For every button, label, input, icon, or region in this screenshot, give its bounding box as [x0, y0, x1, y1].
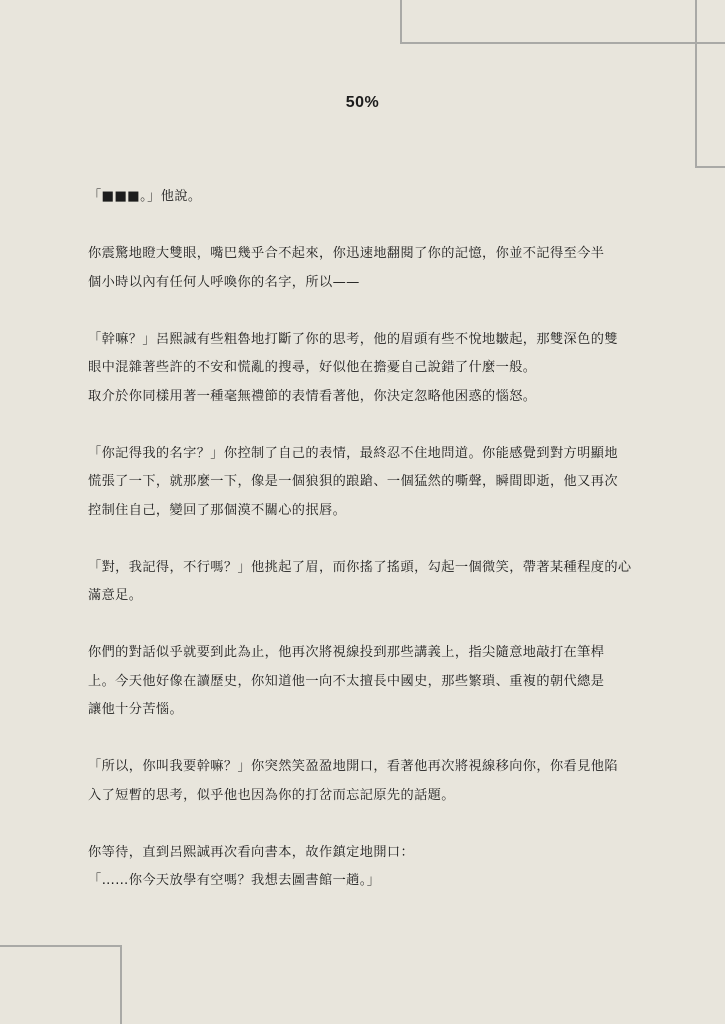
text-line: 「■■■。」他說。 [88, 189, 202, 204]
text-line: 取介於你同樣用著一種毫無禮節的表情看著他，你決定忽略他困惑的惱怒。 [88, 388, 537, 404]
text-line: 滿意足。 [88, 588, 143, 603]
paragraph [88, 240, 636, 297]
frame-line-top-horizontal [400, 42, 725, 44]
paragraph [88, 326, 636, 412]
paragraph [88, 554, 636, 611]
frame-line-right-horizontal [695, 166, 725, 168]
text-line: 「……你今天放學有空嗎？我想去圖書館一趟。」 [88, 873, 381, 888]
text-line: 控制住自己，變回了那個漠不關心的抿唇。 [88, 502, 347, 518]
paragraph [88, 753, 636, 810]
frame-line-bottom-horizontal [0, 945, 122, 947]
text-line: 你等待，直到呂熙誠再次看向書本，故作鎮定地開口： [88, 844, 415, 860]
text-line: 慌張了一下，就那麼一下，像是一個狼狽的踉蹌、一個猛然的嘶聲，瞬間即逝，他又再次 [88, 474, 618, 489]
story-text [88, 183, 636, 896]
frame-line-top-vertical [400, 0, 402, 44]
paragraph [88, 183, 636, 212]
page-title: 50% [345, 94, 380, 111]
text-line: 「所以，你叫我要幹嘛？」你突然笑盈盈地開口，看著他再次將視線移向你，你看見他陷 [88, 759, 618, 774]
paragraph [88, 440, 636, 526]
text-line: 上。今天他好像在讀歷史，你知道他一向不太擅長中國史，那些繁瑣、重複的朝代總是 [88, 673, 605, 689]
frame-line-right-vertical [695, 0, 697, 168]
paragraph [88, 639, 636, 725]
text-line: 你們的對話似乎就要到此為止，他再次將視線投到那些講義上，指尖隨意地敲打在筆桿 [88, 645, 605, 660]
text-line: 眼中混雜著些許的不安和慌亂的搜尋，好似他在擔憂自己說錯了什麼一般。 [88, 360, 537, 375]
text-line: 「對，我記得，不行嗎？」他挑起了眉，而你搖了搖頭，勾起一個微笑，帶著某種程度的心 [88, 559, 632, 575]
frame-line-bottom-vertical [120, 945, 122, 1024]
text-line: 個小時以內有任何人呼喚你的名字，所以—— [88, 274, 360, 290]
text-line: 「幹嘛？」呂熙誠有些粗魯地打斷了你的思考，他的眉頭有些不悅地皺起，那雙深色的雙 [88, 331, 618, 347]
text-line: 入了短暫的思考，似乎他也因為你的打岔而忘記原先的話題。 [88, 787, 455, 803]
text-line: 「你記得我的名字？」你控制了自己的表情，最終忍不住地問道。你能感覺到對方明顯地 [88, 445, 618, 461]
text-line: 你震驚地瞪大雙眼，嘴巴幾乎合不起來，你迅速地翻閱了你的記憶，你並不記得至今半 [88, 246, 605, 261]
text-line: 讓他十分苦惱。 [88, 702, 184, 717]
paragraph [88, 839, 636, 896]
